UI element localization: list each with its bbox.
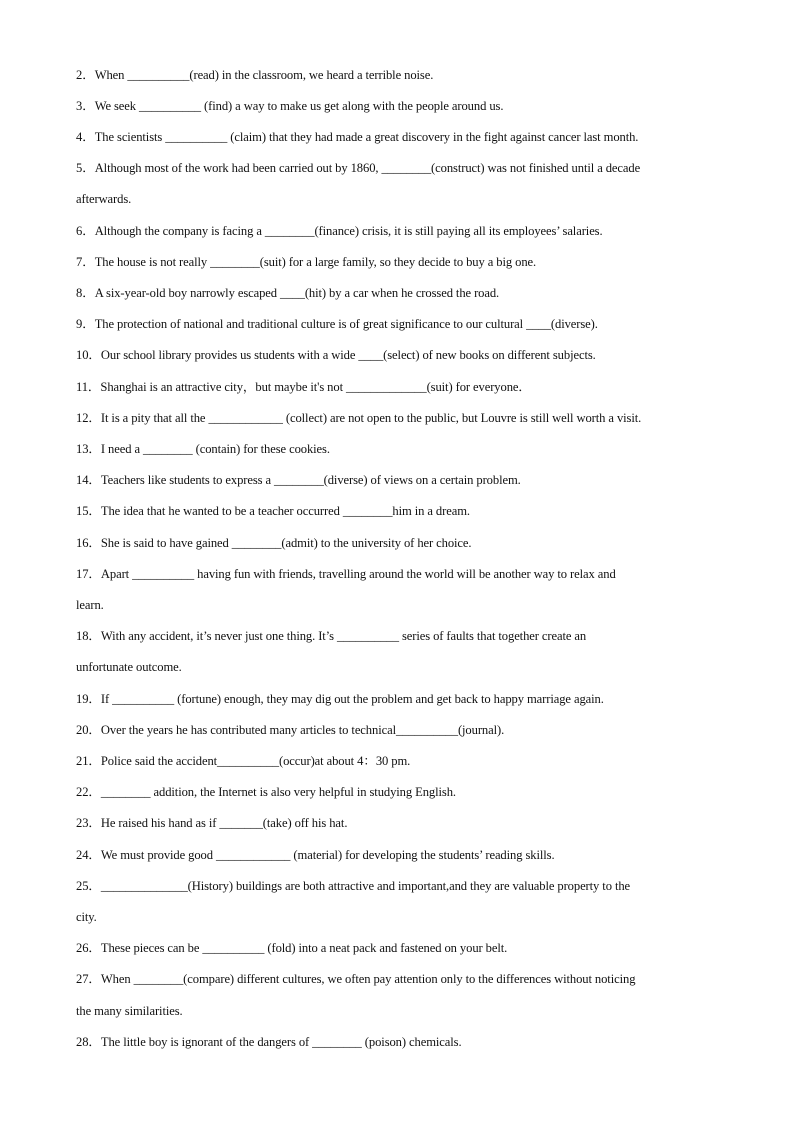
- question-25: 25．______________(History) buildings are both attractive and important,and they are valuable property to the: [76, 879, 631, 893]
- question-6: 6．Although the company is facing a ________(finance) crisis, it is still paying all its employees’ salaries.: [76, 224, 603, 238]
- question-13: 13．I need a ________ (contain) for these cookies.: [76, 442, 330, 456]
- question-27: 27．When ________(compare) different cultures, we often pay attention only to the differences without noticing: [76, 972, 636, 986]
- question-20: 20．Over the years he has contributed many articles to technical__________(journal).: [76, 723, 505, 737]
- question-27-continued: the many similarities.: [76, 1004, 183, 1018]
- question-22: 22．________ addition, the Internet is also very helpful in studying English.: [76, 785, 456, 799]
- question-9: 9．The protection of national and traditional culture is of great significance to our cultural ____(diverse).: [76, 317, 598, 331]
- question-16: 16．She is said to have gained ________(admit) to the university of her choice.: [76, 536, 472, 550]
- question-2: 2．When __________(read) in the classroom, we heard a terrible noise.: [76, 68, 434, 82]
- question-17: 17．Apart __________ having fun with friends, travelling around the world will be another way to relax and: [76, 567, 616, 581]
- question-25-continued: city.: [76, 910, 97, 924]
- question-28: 28．The little boy is ignorant of the dangers of ________ (poison) chemicals.: [76, 1035, 462, 1049]
- question-5-continued: afterwards.: [76, 192, 132, 206]
- question-19: 19．If __________ (fortune) enough, they may dig out the problem and get back to happy marriage again.: [76, 692, 604, 706]
- question-10: 10．Our school library provides us students with a wide ____(select) of new books on different subjects.: [76, 348, 596, 362]
- question-26: 26．These pieces can be __________ (fold) into a neat pack and fastened on your belt.: [76, 941, 508, 955]
- question-3: 3．We seek __________ (find) a way to make us get along with the people around us.: [76, 99, 504, 113]
- question-18-continued: unfortunate outcome.: [76, 660, 182, 674]
- question-14: 14．Teachers like students to express a ________(diverse) of views on a certain problem.: [76, 473, 521, 487]
- question-11: 11．Shanghai is an attractive city，but maybe it's not _____________(suit) for everyone．: [76, 380, 531, 394]
- question-24: 24．We must provide good ____________ (material) for developing the students’ reading skills.: [76, 848, 555, 862]
- question-23: 23．He raised his hand as if _______(take) off his hat.: [76, 816, 348, 830]
- question-12: 12．It is a pity that all the ____________ (collect) are not open to the public, but Louvre is still well worth a visit.: [76, 411, 642, 425]
- question-15: 15．The idea that he wanted to be a teacher occurred ________him in a dream.: [76, 504, 470, 518]
- question-7: 7．The house is not really ________(suit) for a large family, so they decide to buy a big one.: [76, 255, 537, 269]
- question-5: 5．Although most of the work had been carried out by 1860, ________(construct) was not finished until a decade: [76, 161, 641, 175]
- question-18: 18．With any accident, it’s never just one thing. It’s __________ series of faults that together create an: [76, 629, 587, 643]
- question-17-continued: learn.: [76, 598, 104, 612]
- question-8: 8．A six-year-old boy narrowly escaped ____(hit) by a car when he crossed the road.: [76, 286, 500, 300]
- question-21: 21．Police said the accident__________(occur)at about 4：30 pm.: [76, 754, 411, 768]
- question-4: 4．The scientists __________ (claim) that they had made a great discovery in the fight against cancer last month.: [76, 130, 639, 144]
